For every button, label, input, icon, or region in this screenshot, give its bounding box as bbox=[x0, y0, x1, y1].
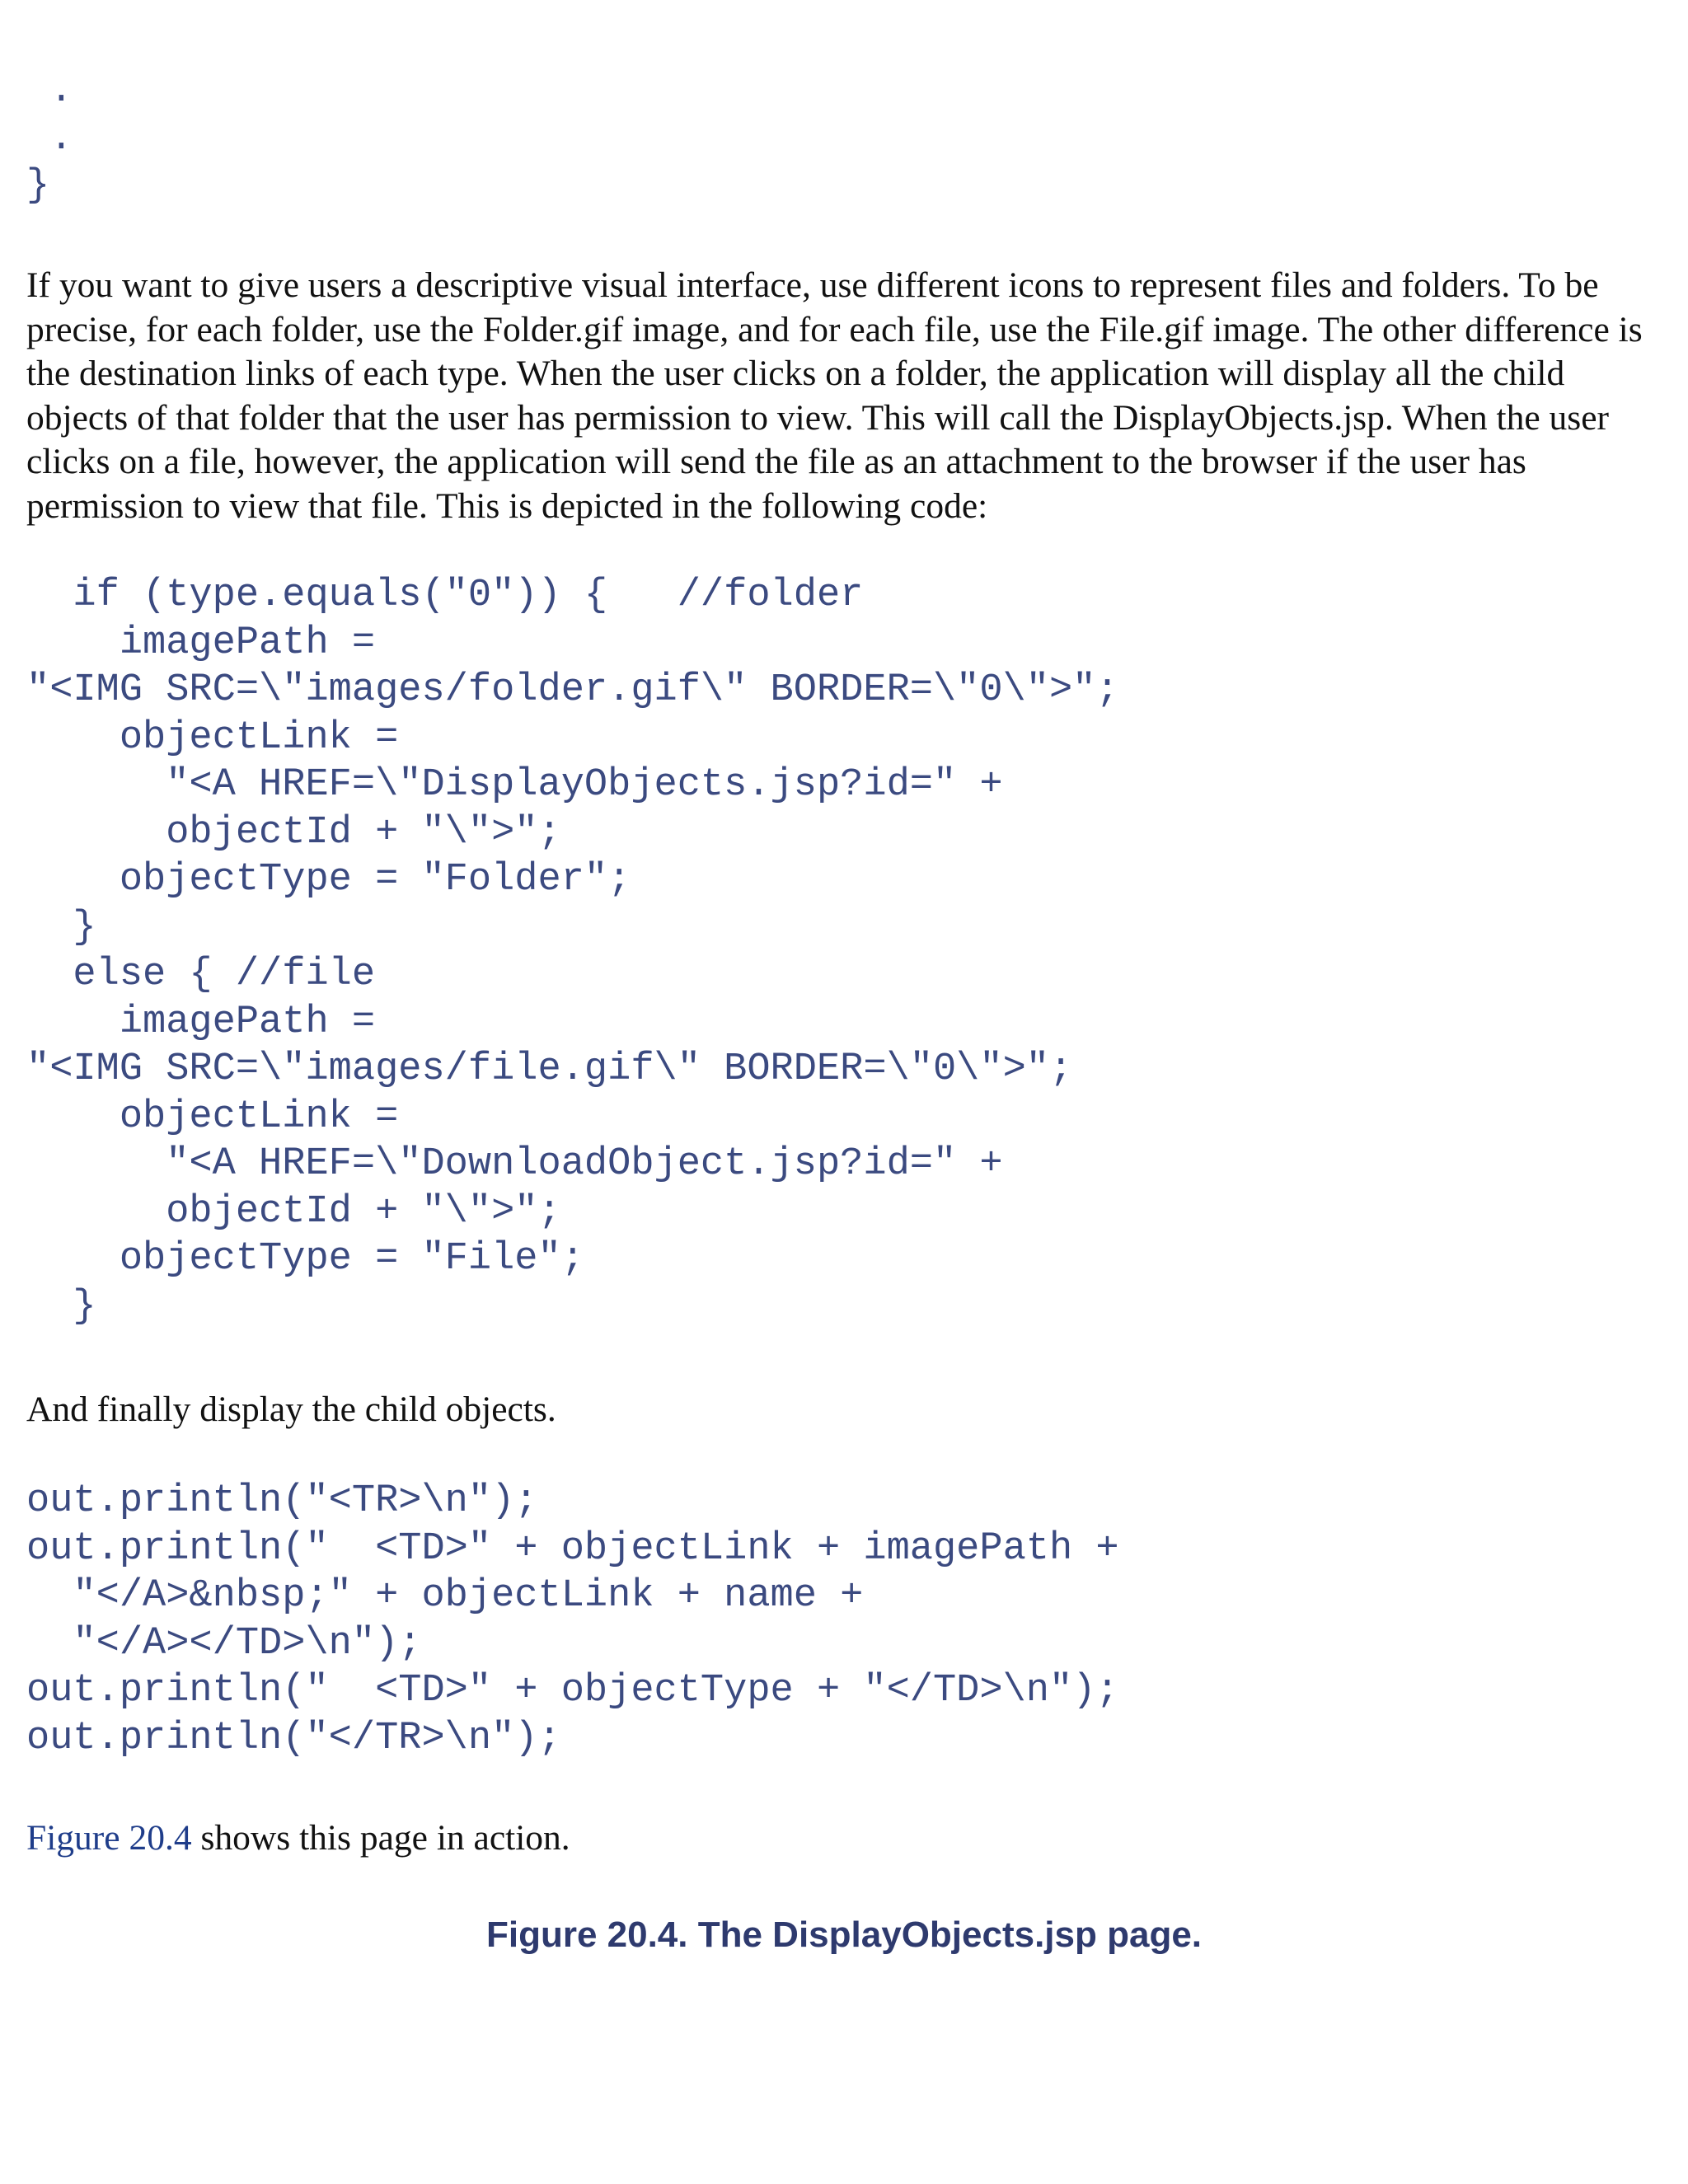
figure-20-4-link[interactable]: Figure 20.4 bbox=[26, 1818, 192, 1858]
body-paragraph-display-children: And finally display the child objects. bbox=[26, 1390, 556, 1429]
figure-caption: Figure 20.4. The DisplayObjects.jsp page. bbox=[485, 1915, 1203, 1955]
body-paragraph-figure-reference bbox=[26, 1816, 1667, 1861]
figure-reference-text: shows this page in action. bbox=[191, 1818, 570, 1858]
code-block-type-check: if (type.equals("0")) { //folder imagePath = "<IMG SRC=\"images/folder.gif\" BORDER=\"0\">"; objectLink = "<A HREF=\"DisplayObjects.jsp?id=" + objectId + "\">"; objectType = "Folder"; } else { //file imagePath = "<IMG SRC=\"images/file.gif\" BORDER=\"0\">"; objectLink = "<A HREF=\"DownloadObject.jsp?id=" + objectId + "\">"; objectType = "File"; } bbox=[26, 574, 1119, 1329]
code-block-println: out.println("<TR>\n"); out.println(" <TD>" + objectLink + imagePath + "</A>&nbsp;" + objectLink + name + "</A></TD>\n"); out.println(" <TD>" + objectType + "</TD>\n"); out.println("</TR>\n"); bbox=[26, 1479, 1119, 1760]
body-paragraph-icons: If you want to give users a descriptive visual interface, use different icons to represent files and folders. To be precise, for each folder, use the Folder.gif image, and for each file, use the File.gif image. The other difference is the destination links of each type. When the user clicks on a folder, the application will display all the child objects of that folder that the user has permission to view. This will call the DisplayObjects.jsp. When the user clicks on a file, however, the application will send the file as an attachment to the browser if the user has permission to view that file. This is depicted in the following code: bbox=[26, 265, 1643, 526]
code-block-continuation: . . } bbox=[26, 69, 73, 208]
